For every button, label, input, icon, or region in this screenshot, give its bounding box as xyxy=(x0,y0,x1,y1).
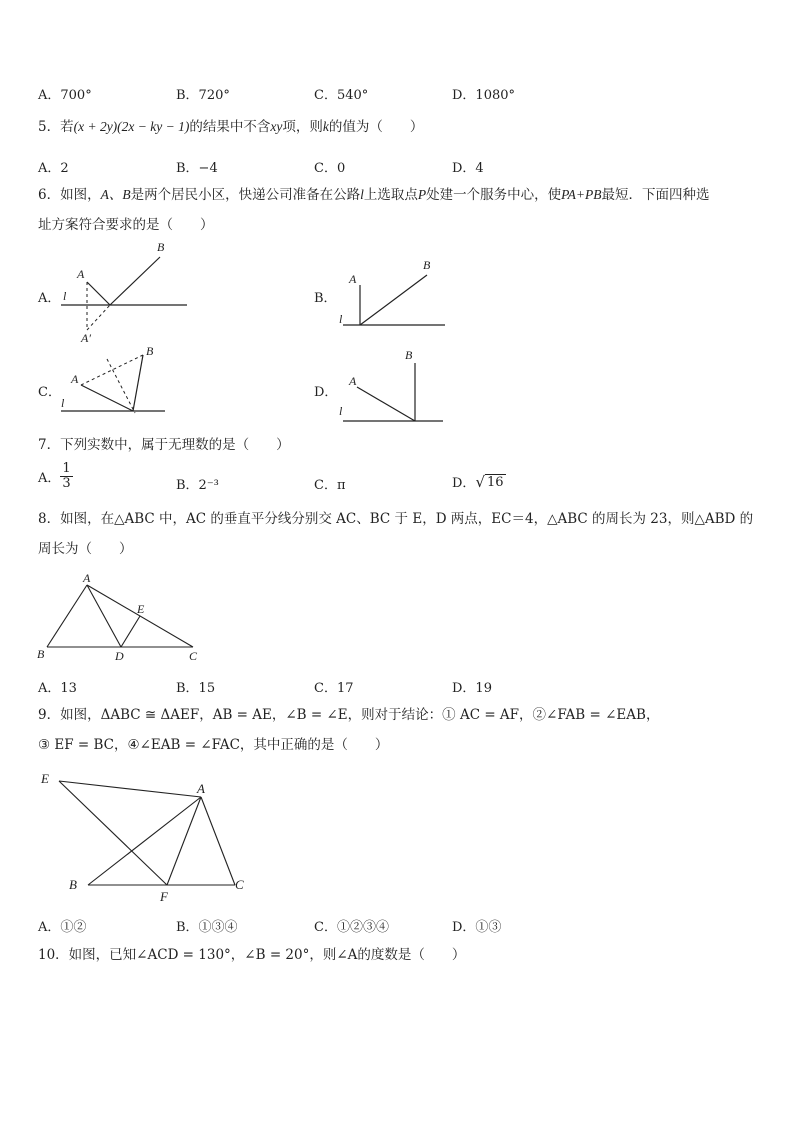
q10-stem: 10．如图，已知∠ACD = 130°，∠B = 20°，则∠A的度数是（ ） xyxy=(38,947,466,963)
q6a-label-l: l xyxy=(63,289,67,303)
q9-label-b: B xyxy=(69,877,77,892)
q5-option-c: C．0 xyxy=(314,161,346,176)
q6-text-a: 6．如图， xyxy=(38,187,101,203)
q6-text-d: 处建一个服务中心，使 xyxy=(426,187,562,203)
q9-label-a: A xyxy=(197,781,205,796)
q9-option-a: A．①② xyxy=(38,920,87,935)
q6-papb: PA+PB xyxy=(561,187,602,202)
q6-fig-c-label: C． xyxy=(38,385,61,400)
q7-stem: 7．下列实数中，属于无理数的是（ ） xyxy=(38,437,290,453)
q6-text-c: 上选取点 xyxy=(363,187,418,203)
q6-fig-d-label: D． xyxy=(314,385,338,400)
q9-option-b: B．①③④ xyxy=(176,920,238,935)
q9-option-c: C．①②③④ xyxy=(314,920,389,935)
q8-option-d: D．19 xyxy=(452,681,492,696)
q8-option-c: C．17 xyxy=(314,681,354,696)
q7-option-a xyxy=(38,462,73,491)
fraction xyxy=(60,462,72,491)
q8-label-c: C xyxy=(189,649,198,663)
q7-option-b: B．2⁻³ xyxy=(176,478,219,493)
q6b-label-l: l xyxy=(339,312,343,326)
q6-figure-d xyxy=(335,345,455,425)
q8-figure xyxy=(35,568,210,666)
q5-option-b: B．−4 xyxy=(176,161,218,176)
q4-option-b: B．720° xyxy=(176,88,230,103)
q5-text-mid: 的结果中不含 xyxy=(189,119,271,135)
q6-figure-b xyxy=(335,255,455,335)
q9-label-c: C xyxy=(235,877,244,892)
q9-line2: ③ EF = BC，④∠EAB = ∠FAC，其中正确的是（ ） xyxy=(38,737,389,753)
q9-option-d: D．①③ xyxy=(452,920,502,935)
q8-option-a: A．13 xyxy=(38,681,77,696)
sqrt-symbol: √ 16 xyxy=(475,472,504,491)
q6-fig-b-label: B． xyxy=(314,291,337,306)
q6-p: P xyxy=(417,187,427,202)
q6b-label-a: A xyxy=(349,272,357,286)
q9-figure xyxy=(35,768,255,908)
q9-label-f: F xyxy=(160,889,168,904)
sqrt-radicand: 16 xyxy=(487,474,504,490)
q7-option-c: C．π xyxy=(314,478,346,493)
q5-option-d: D．4 xyxy=(452,161,484,176)
q5-term: xy xyxy=(270,119,283,134)
q8-line2: 周长为（ ） xyxy=(38,541,133,557)
q5-option-a: A．2 xyxy=(38,161,69,176)
q8-stem xyxy=(38,504,758,564)
q6-ab: A、B xyxy=(100,187,131,202)
q8-label-a: A xyxy=(83,571,91,585)
q8-label-e: E xyxy=(137,602,145,616)
q5-expression: (x + 2y)(2x − ky − 1) xyxy=(73,119,190,134)
q6b-label-b: B xyxy=(423,258,431,272)
q6d-label-a: A xyxy=(349,374,357,388)
q9-label-e: E xyxy=(41,771,49,786)
q6-figure-a xyxy=(55,238,195,348)
q8-option-b: B．15 xyxy=(176,681,216,696)
fraction-denominator: 3 xyxy=(62,476,71,491)
q7-option-d xyxy=(452,472,506,491)
q4-option-c: C．540° xyxy=(314,88,369,103)
q4-option-d: D．1080° xyxy=(452,88,516,103)
q6c-label-a: A xyxy=(71,372,79,386)
q6a-label-a: A xyxy=(77,267,85,281)
q6c-label-l: l xyxy=(61,396,65,410)
q8-label-b: B xyxy=(37,647,45,661)
q6c-label-b: B xyxy=(146,344,154,358)
q7-option-a-prefix: A． xyxy=(38,471,61,486)
q5-stem xyxy=(38,112,758,142)
q9-line1: 9．如图，ΔABC ≅ ΔAEF，AB = AE，∠B = ∠E，则对于结论：① AC = AF，②∠FAB = ∠EAB， xyxy=(38,707,660,723)
q5-number: 5．若 xyxy=(38,119,74,135)
q5-text-mid2: 项，则 xyxy=(282,119,323,135)
q8-line1: 8．如图，在△ABC 中，AC 的垂直平分线分别交 AC、BC 于 E，D 两点，EC＝4，△ABC 的周长为 23，则△ABD 的 xyxy=(38,511,754,527)
q6-text-b: 是两个居民小区，快递公司准备在公路 xyxy=(130,187,361,203)
q6-stem xyxy=(38,180,758,240)
q6-l: l xyxy=(360,187,364,202)
q9-stem xyxy=(38,700,758,760)
q6-text-e: 最短．下面四种选 xyxy=(601,187,710,203)
fraction-numerator: 1 xyxy=(62,461,71,476)
q6a-label-b: B xyxy=(157,240,165,254)
q5-k: k xyxy=(322,119,329,134)
q6a-label-aprime: A′ xyxy=(81,331,91,345)
q8-label-d: D xyxy=(115,649,124,663)
q6-figure-c xyxy=(55,343,175,418)
q7-option-d-prefix: D． xyxy=(452,476,476,491)
q4-option-a: A．700° xyxy=(38,88,92,103)
q6d-label-b: B xyxy=(405,348,413,362)
q5-text-tail: 的值为（ ） xyxy=(328,119,424,135)
q6-fig-a-label: A． xyxy=(38,291,61,306)
q6d-label-l: l xyxy=(339,404,343,418)
q6-line2: 址方案符合要求的是（ ） xyxy=(38,217,214,233)
